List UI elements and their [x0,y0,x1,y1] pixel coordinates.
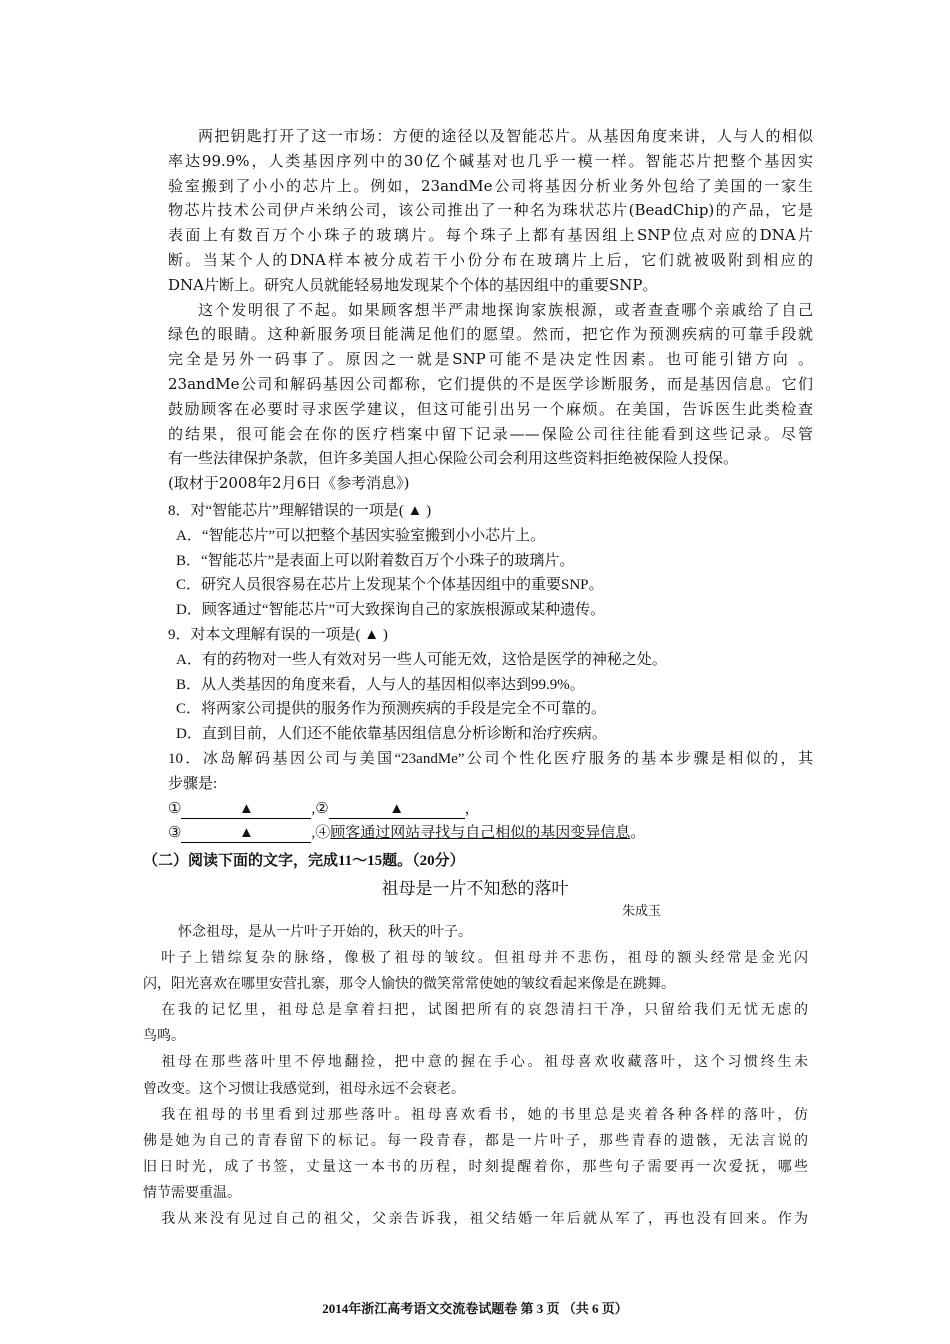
passage-line: 鼓励顾客在必要时寻求医学建议，但这可能引出另一个麻烦。在美国，告诉医生此类检查 [168,399,813,418]
passage-line: 表面上有数百万个小珠子的玻璃片。每个珠子上都有基因组上SNP位点对应的DNA片 [168,226,813,245]
passage-1 [168,124,813,496]
separator: , [311,800,316,817]
passage-line: DNA片断上。研究人员就能轻易地发现某个个体的基因组中的重要SNP。 [168,275,658,294]
paragraph-line: 闪，阳光喜欢在哪里安营扎寨，那令人愉快的微笑常常使她的皱纹看起来像是在跳舞。 [143,976,675,993]
passage-line: 完全是另外一码事了。原因之一就是SNP可能不是决定性因素。也可能引错方向 。 [168,350,813,369]
paragraph-line: 我在祖母的书里看到过那些落叶。祖母喜欢看书，她的书里总是夹着各种各样的落叶，仿 [161,1106,808,1123]
separator: 。 [630,825,646,842]
separator: ， [464,800,480,817]
paragraph-line: 我从来没有见过自己的祖父，父亲告诉我，祖父结婚一年后就从军了，再也没有回来。作为 [161,1211,808,1228]
section-heading: （二）阅读下面的文字，完成11～15题。（20分） [143,853,465,869]
question-10-blanks-row2 [168,821,813,846]
question-10-stem: 10．冰岛解码基因公司与美国“23andMe”公司个性化医疗服务的基本步骤是相似的，其 [168,750,813,767]
paragraph-line: 在我的记忆里，祖母总是拿着扫把，试图把所有的哀怨清扫干净，只留给我们无忧无虑的 [161,1002,808,1019]
passage-2 [143,920,808,1233]
question-8-option-a: A．“智能芯片”可以把整个基因实验室搬到小小芯片上。 [176,527,546,544]
paragraph-line: 祖母在那些落叶里不停地翻捡，把中意的握在手心。祖母喜欢收藏落叶，这个习惯终生未 [161,1054,808,1071]
triangle-mark: ▲ [239,825,254,842]
passage-line: 有一些法律保护条款，但许多美国人担心保险公司会利用这些资料拒绝被保险人投保。 [168,449,739,468]
passage-line: 绿色的眼睛。这种新服务项目能满足他们的愿望。然而，把它作为预测疾病的可靠手段就 [168,325,813,344]
paragraph-line: 叶子上错综复杂的脉络，像极了祖母的皱纹。但祖母并不悲伤，祖母的额头经常是金光闪 [161,950,808,967]
paragraph-line: 佛是她为自己的青春留下的标记。每一段青春，都是一片叶子，那些青春的遗骸，无法言说的 [143,1132,808,1149]
passage-line: 物芯片技术公司伊卢米纳公司，该公司推出了一种名为珠状芯片(BeadChip)的产品，它是 [168,201,813,220]
questions-8-10 [168,499,813,846]
passage-line: 断。当某个人的DNA样本被分成若干小份分布在玻璃片上后，它们就被吸附到相应的 [168,250,813,269]
paragraph-line: 曾改变。这个习惯让我感觉到，祖母永远不会衰老。 [143,1080,465,1097]
paragraph: 怀念祖母，是从一片叶子开始的，秋天的叶子。 [178,924,472,940]
article-title: 祖母是一片不知愁的落叶 [381,879,569,899]
passage-line: 率达99.9%，人类基因序列中的30亿个碱基对也几乎一模一样。智能芯片把整个基因实 [168,151,813,170]
question-9-option-a: A．有的药物对一些人有效对另一些人可能无效，这恰是医学的神秘之处。 [176,651,667,668]
question-9-stem: 9．对本文理解有误的一项是( ▲ ) [168,626,388,643]
paragraph-line: 旧日时光，成了书签，丈量这一本书的历程，时刻提醒着你，那些句子需要再一次爱抚，哪些 [143,1158,808,1175]
passage-line: 两把钥匙打开了这一市场：方便的途径以及智能芯片。从基因角度来讲，人与人的相似 [198,127,813,145]
triangle-mark: ▲ [239,800,254,817]
question-8-stem: 8．对“智能芯片”理解错误的一项是( ▲ ) [168,503,432,519]
step-number: ④ [315,825,331,842]
passage-source: (取材于2008年2月6日《参考消息》) [168,474,410,493]
step-number: ① [168,800,182,817]
step-number: ③ [168,825,182,842]
paragraph-line: 情节需要重温。 [143,1184,241,1201]
question-9-option-d: D．直到目前，人们还不能依靠基因组信息分析诊断和治疗疾病。 [176,726,607,743]
question-10-blanks-row1 [168,797,813,822]
question-9-option-b: B．从人类基因的角度来看，人与人的基因相似率达到99.9%。 [176,676,585,693]
article-author: 朱成玉 [622,903,662,918]
question-10-stem-2: 步骤是: [168,775,218,792]
passage-line: 的结果，很可能会在你的医疗档案中留下记录——保险公司往往能看到这些记录。尽管 [168,424,813,443]
passage-line: 这个发明很了不起。如果顾客想半严肃地探询家族根源，或者查查哪个亲戚给了自己 [198,300,813,319]
separator: , [311,825,316,842]
paragraph-line: 鸟鸣。 [143,1028,185,1045]
step-number: ② [315,800,329,817]
answer-blank-1[interactable] [181,800,311,819]
passage-line: 23andMe公司和解码基因公司都称，它们提供的不是医学诊断服务，而是基因信息。它们 [168,374,813,393]
question-8-option-d: D．顾客通过“智能芯片”可大致探询自己的家族根源或某种遗传。 [176,602,606,619]
triangle-mark: ▲ [389,800,405,817]
page-footer: 2014年浙江高考语文交流卷试题卷 第 3 页 （共 6 页） [322,1301,628,1316]
answer-blank-2[interactable] [329,800,465,819]
answer-blank-3[interactable] [181,824,311,843]
question-8-option-c: C．研究人员很容易在芯片上发现某个个体基因组中的重要SNP。 [176,577,604,594]
passage-line: 验室搬到了小小的芯片上。例如，23andMe公司将基因分析业务外包给了美国的一家生 [168,176,813,195]
step-4-text: 顾客通过网站寻找与自己相似的基因变异信息 [330,825,631,842]
question-9-option-c: C．将两家公司提供的服务作为预测疾病的手段是完全不可靠的。 [176,701,607,718]
question-8-option-b: B．“智能芯片”是表面上可以附着数百万个小珠子的玻璃片。 [176,552,575,569]
